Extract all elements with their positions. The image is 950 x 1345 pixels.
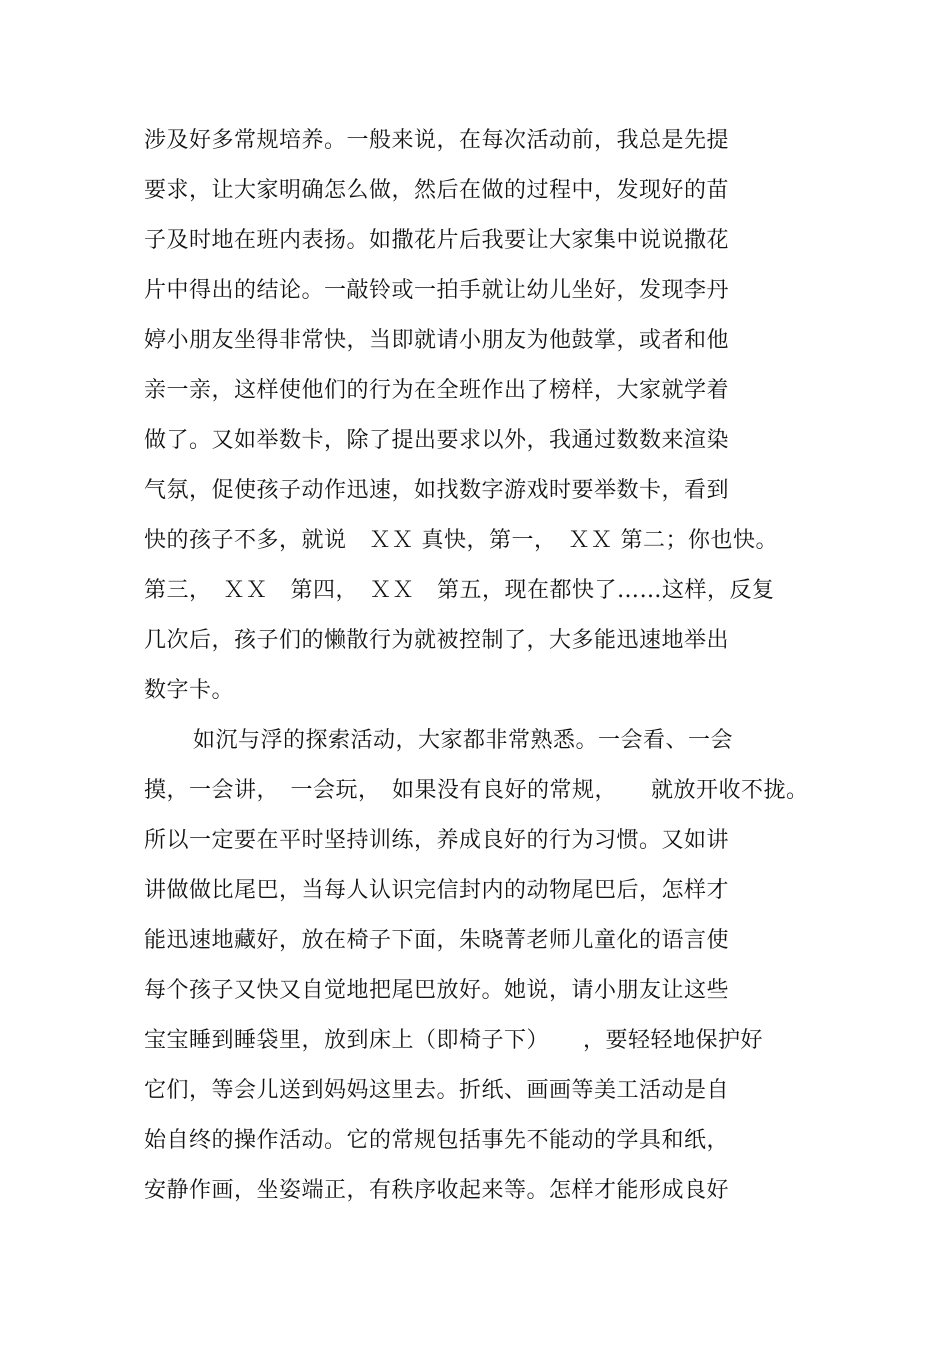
text-line: 数字卡。 bbox=[144, 678, 235, 703]
text-line: 做了。又如举数卡，除了提出要求以外，我通过数数来渲染 bbox=[144, 428, 730, 453]
text-line: 所以一定要在平时坚持训练，养成良好的行为习惯。又如讲 bbox=[144, 828, 730, 853]
text-line: 子及时地在班内表扬。如撒花片后我要让大家集中说说撒花 bbox=[144, 228, 730, 253]
text-line: 要求，让大家明确怎么做，然后在做的过程中，发现好的苗 bbox=[144, 178, 730, 203]
text-line: 每个孩子又快又自觉地把尾巴放好。她说，请小朋友让这些 bbox=[144, 978, 730, 1003]
paragraph-first-line: 如沉与浮的探索活动，大家都非常熟悉。一会看、一会 bbox=[193, 728, 734, 753]
text-line: 快的孩子不多，就说 ＸＸ 真快，第一， ＸＸ 第二；你也快。 bbox=[144, 528, 778, 553]
text-line: 几次后，孩子们的懒散行为就被控制了，大多能迅速地举出 bbox=[144, 628, 730, 653]
text-line: 片中得出的结论。一敲铃或一拍手就让幼儿坐好，发现李丹 bbox=[144, 278, 730, 303]
text-line: 亲一亲，这样使他们的行为在全班作出了榜样，大家就学着 bbox=[144, 378, 730, 403]
text-line: 第三， ＸＸ 第四， ＸＸ 第五，现在都快了……这样，反复 bbox=[144, 578, 775, 603]
text-line: 安静作画，坐姿端正，有秩序收起来等。怎样才能形成良好 bbox=[144, 1178, 730, 1203]
text-line: 婷小朋友坐得非常快，当即就请小朋友为他鼓掌，或者和他 bbox=[144, 328, 730, 353]
text-line: 摸，一会讲， 一会玩， 如果没有良好的常规， 就放开收不拢。 bbox=[144, 778, 809, 803]
text-line: 它们，等会儿送到妈妈这里去。折纸、画画等美工活动是自 bbox=[144, 1078, 730, 1103]
text-line: 涉及好多常规培养。一般来说，在每次活动前，我总是先提 bbox=[144, 128, 730, 153]
text-line: 气氛，促使孩子动作迅速，如找数字游戏时要举数卡，看到 bbox=[144, 478, 730, 503]
text-line: 讲做做比尾巴，当每人认识完信封内的动物尾巴后，怎样才 bbox=[144, 878, 730, 903]
text-line: 能迅速地藏好，放在椅子下面，朱晓菁老师儿童化的语言使 bbox=[144, 928, 730, 953]
text-line: 始自终的操作活动。它的常规包括事先不能动的学具和纸， bbox=[144, 1128, 730, 1153]
text-line: 宝宝睡到睡袋里，放到床上（即椅子下） ，要轻轻地保护好 bbox=[144, 1028, 764, 1053]
